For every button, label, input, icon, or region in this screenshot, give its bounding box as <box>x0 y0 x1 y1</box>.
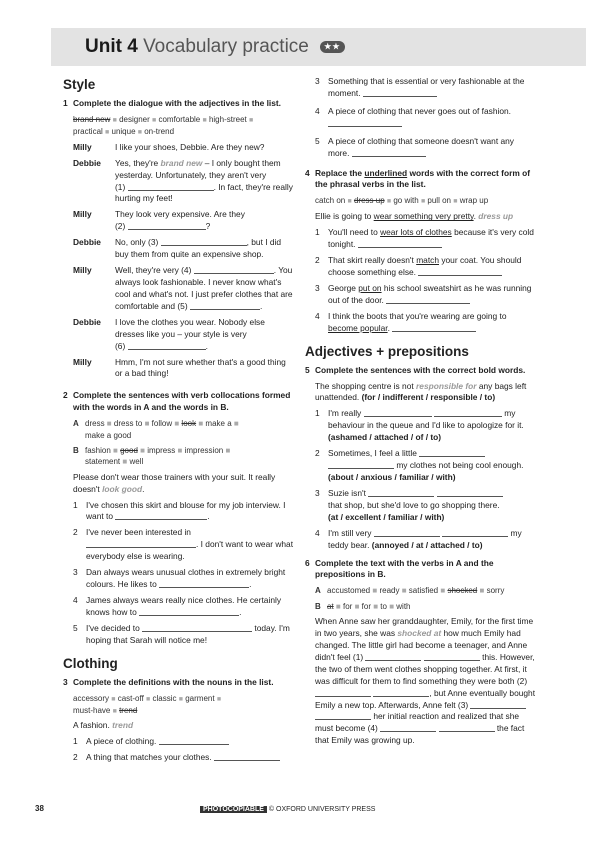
unit-header <box>51 28 586 66</box>
example-sentence: Please don't wear those trainers with your suit. It really doesn't look good. <box>73 471 276 494</box>
answer-blank[interactable] <box>328 118 402 127</box>
list-item: 2 I've never been interested in . I don't want to wear what everybody else is wearing. <box>73 527 294 562</box>
speaker: Milly <box>73 141 92 152</box>
list-item: 3 Dan always wears unusual clothes in extremely bright colours. He likes to . <box>73 567 286 590</box>
answer-blank[interactable] <box>139 607 239 616</box>
page-title <box>85 36 345 58</box>
answer-blank[interactable] <box>374 528 440 537</box>
speaker: Milly <box>73 265 92 276</box>
list-item: 5 I've decided to today. I'm hoping that Sarah will notice me! <box>73 622 290 645</box>
word-box-6a: A accustomed ■ ready ■ satisfied ■ shocked ■ sorry <box>315 586 505 596</box>
exercise-6-text: When Anne saw her granddaughter, Emily, for the first time in two years, she was shocked at how much Emily had changed. The little girl had become a teenager, and Anne didn't feel (1) this. However, the two of them went clothes shopping together. At first, it was difficult for them to find something they were both (2) , but Anne eventually bought Emily a new top. Afterwards, Anne felt (3) her initial reaction and realized that she must become (4) the fact that Emily was growing up. <box>315 616 536 746</box>
exercise-3-items-b <box>315 76 537 160</box>
exercise-5-items <box>315 408 537 551</box>
exercise-4-instruction: 4 Replace the underlined words with the correct form of the phrasal verbs in the list. <box>305 167 531 190</box>
speaker: Milly <box>73 356 92 367</box>
dialogue-line: I love the clothes you wear. Nobody else dresses like you – your style is very (6) . <box>115 316 265 351</box>
answer-blank[interactable] <box>386 295 470 304</box>
dialogue-line: Yes, they're brand new – I only bought them yesterday. Unfortunately, they aren't very (1) . In fact, they're really hurting my feet! <box>115 157 293 204</box>
list-item: 1 I've chosen this skirt and blouse for my job interview. I want to . <box>73 499 286 522</box>
answer-blank[interactable] <box>128 182 214 191</box>
exercise-4-items <box>315 227 537 334</box>
answer-blank[interactable] <box>418 267 502 276</box>
example-sentence: The shopping centre is not responsible for any bags left unattended. (for / indifferent / responsible / to) <box>315 380 527 403</box>
answer-blank[interactable] <box>358 239 442 248</box>
example-sentence: A fashion. trend <box>73 720 134 731</box>
dialogue-line: No, only (3) , but I did buy them from quite an expensive shop. <box>115 237 282 260</box>
answer-blank[interactable] <box>190 301 260 310</box>
word-box-3: accessory ■ cast-off ■ classic ■ garment ■ must-have ■ trend <box>73 693 222 715</box>
answer-blank[interactable] <box>470 700 526 709</box>
list-item: 4 I'm still very my teddy bear. (annoyed / at / attached / to) <box>315 527 522 550</box>
word-box-6b: B at ■ for ■ for ■ to ■ with <box>315 601 411 611</box>
answer-blank[interactable] <box>439 723 495 732</box>
title-label: Vocabulary practice <box>143 36 309 57</box>
answer-blank[interactable] <box>194 265 274 274</box>
exercise-3-items-a <box>73 736 295 764</box>
answer-blank[interactable] <box>352 148 426 157</box>
unit-label: Unit 4 <box>85 36 138 57</box>
answer-blank[interactable] <box>442 528 508 537</box>
answer-blank[interactable] <box>159 736 229 745</box>
answer-blank[interactable] <box>364 408 432 417</box>
list-item: 1 I'm really my behaviour in the queue and I'd like to apologize for it. (ashamed / attached / of / to) <box>315 408 524 443</box>
dialogue-line: I like your shoes, Debbie. Are they new? <box>115 141 265 152</box>
answer-blank[interactable] <box>128 341 206 350</box>
word-box-4: catch on ■ dress up ■ go with ■ pull on ■ wrap up <box>315 196 489 206</box>
exercise-3-instruction: 3 Complete the definitions with the nouns in the list. <box>63 676 274 687</box>
left-column <box>63 76 295 768</box>
example-sentence: Ellie is going to wear something very pretty. dress up <box>315 211 514 222</box>
answer-blank[interactable] <box>161 237 247 246</box>
list-item: 2 Sometimes, I feel a little my clothes not being cool enough. (about / anxious / familiar / with) <box>315 448 524 482</box>
answer-blank[interactable] <box>380 723 436 732</box>
speaker: Debbie <box>73 237 101 248</box>
answer-blank[interactable] <box>86 539 196 548</box>
list-item: 3 George put on his school sweatshirt as he was running out of the door. <box>315 282 532 305</box>
answer-blank[interactable] <box>434 408 502 417</box>
list-item: 1 You'll need to wear lots of clothes because it's very cold tonight. <box>315 227 534 250</box>
dialogue-line: They look very expensive. Are they (2) ? <box>115 209 245 232</box>
section-heading-adjectives-prepositions: Adjectives + prepositions <box>305 343 469 359</box>
exercise-2-instruction: 2 Complete the sentences with verb collocations formed with the words in A and the words in B. <box>63 390 291 413</box>
dialogue-line: Hmm, I'm not sure whether that's a good thing or a bad thing! <box>115 356 286 379</box>
exercise-6-instruction: 6 Complete the text with the verbs in A and the prepositions in B. <box>305 557 494 580</box>
answer-blank[interactable] <box>373 688 429 697</box>
list-item: 2 A thing that matches your clothes. <box>73 752 295 764</box>
answer-blank[interactable] <box>368 488 434 497</box>
answer-blank[interactable] <box>424 652 480 661</box>
answer-blank[interactable] <box>128 221 206 230</box>
copyright: PHOTOCOPIABLE © OXFORD UNIVERSITY PRESS <box>200 805 375 815</box>
answer-blank[interactable] <box>115 511 207 520</box>
list-item: 4 I think the boots that you're wearing are going to become popular. <box>315 310 507 333</box>
exercise-1-instruction: 1 Complete the dialogue with the adjectives in the list. <box>63 98 282 108</box>
speaker: Milly <box>73 209 92 220</box>
list-item: 4 A piece of clothing that never goes out of fashion. <box>315 106 537 130</box>
section-heading-style: Style <box>63 77 96 92</box>
difficulty-badge: ★★ <box>320 41 344 53</box>
answer-blank[interactable] <box>142 623 252 632</box>
list-item: 3 Suzie isn't that shop, but she'd love to go shopping there. (at / excellent / familiar / with) <box>315 488 537 524</box>
right-column <box>305 76 537 751</box>
answer-blank[interactable] <box>328 460 394 469</box>
answer-blank[interactable] <box>437 488 503 497</box>
exercise-5-instruction: 5 Complete the sentences with the correct bold words. <box>305 364 526 375</box>
word-box-1: brand new ■ designer ■ comfortable ■ high-street ■ practical ■ unique ■ on-trend <box>73 114 254 136</box>
word-box-2b: B fashion ■ good ■ impress ■ impression ■ statement ■ well <box>73 445 231 467</box>
list-item: 1 A piece of clothing. <box>73 736 295 748</box>
list-item: 5 A piece of clothing that someone doesn't want any more. <box>315 135 514 158</box>
answer-blank[interactable] <box>214 752 280 761</box>
answer-blank[interactable] <box>363 88 437 97</box>
page-number: 38 <box>35 804 44 813</box>
word-box-2a: A dress ■ dress to ■ follow ■ look ■ make a ■ make a good <box>73 419 239 440</box>
dialogue <box>73 142 295 385</box>
exercise-2-items <box>73 500 295 647</box>
list-item: 3 Something that is essential or very fashionable at the moment. <box>315 76 525 98</box>
answer-blank[interactable] <box>159 579 249 588</box>
section-heading-clothing: Clothing <box>63 655 118 671</box>
list-item: 2 That skirt really doesn't match your coat. You should choose something else. <box>315 255 522 277</box>
answer-blank[interactable] <box>365 652 421 661</box>
answer-blank[interactable] <box>419 448 485 457</box>
speaker: Debbie <box>73 316 101 327</box>
answer-blank[interactable] <box>315 688 371 697</box>
list-item: 4 James always wears really nice clothes. He certainly knows how to . <box>73 594 282 617</box>
dialogue-line: Well, they're very (4) . You always look fashionable. I never know what's cool and what's not. I just prefer clothes that are comfortable and (5) . <box>115 265 293 311</box>
answer-blank[interactable] <box>392 323 476 332</box>
speaker: Debbie <box>73 157 101 168</box>
answer-blank[interactable] <box>315 711 371 720</box>
